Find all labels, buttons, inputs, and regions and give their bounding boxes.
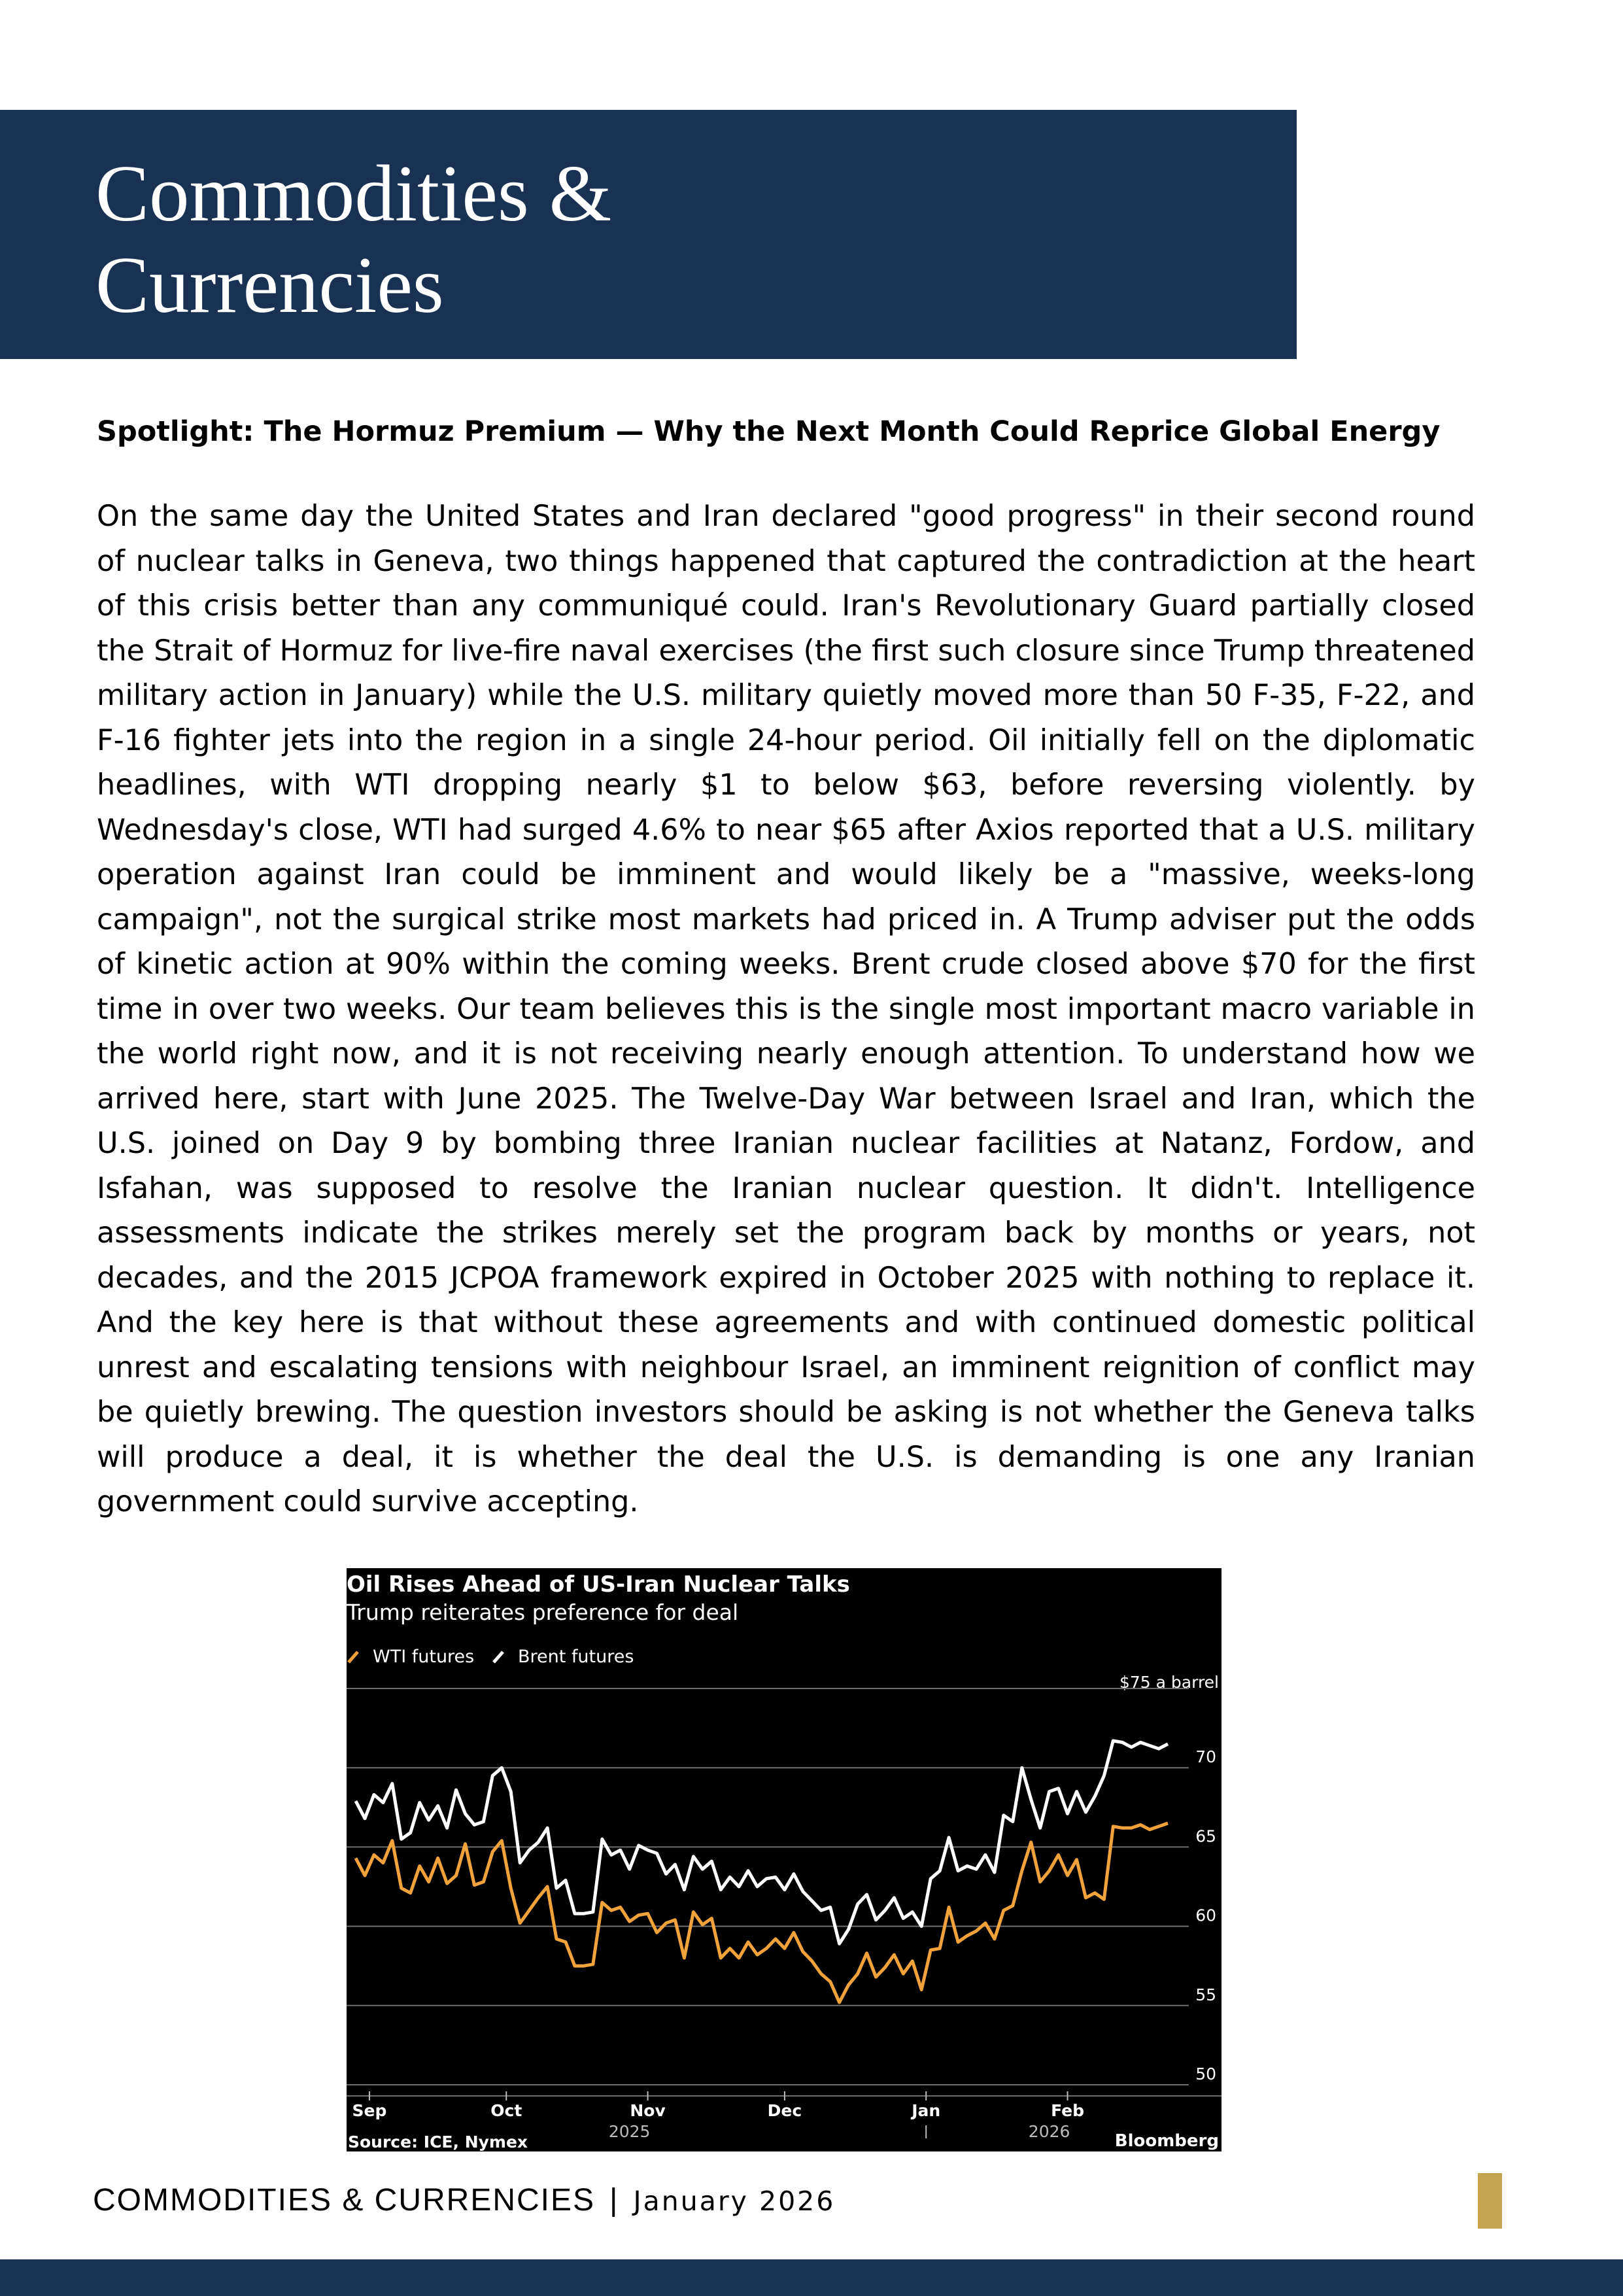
- section-title-line1: Commodities &: [95, 148, 612, 238]
- chart-subtitle: Trump reiterates preference for deal: [347, 1600, 739, 1625]
- y-tick-label: 70: [1195, 1747, 1216, 1767]
- x-tick-label: Oct: [490, 2101, 522, 2120]
- x-year-label: 2026: [1028, 2122, 1070, 2141]
- y-tick-label: 55: [1195, 1985, 1216, 2004]
- chart-legend: [349, 1647, 634, 1667]
- article-body: On the same day the United States and Iran declared "good progress" in their second round of nuclear talks in Geneva, two things happened that captured the contradiction at the heart of this crisis better than any communiqué could. Iran's Revolutionary Guard partially closed the Strait of Hormuz for live-fire naval exercises (the first such closure since Trump threatened military action in January) while the U.S. military quietly moved more than 50 F-35, F-22, and F-16 fighter jets into the region in a single 24-hour period. Oil initially fell on the diplomatic headlines, with WTI dropping nearly $1 to below $63, before reversing violently. by Wednesday's close, WTI had surged 4.6% to near $65 after Axios reported that a U.S. military operation against Iran could be imminent and would likely be a "massive, weeks-long campaign", not the surgical strike most markets had priced in. A Trump adviser put the odds of kinetic action at 90% within the coming weeks. Brent crude closed above $70 for the first time in over two weeks. Our team believes this is the single most important macro variable in the world right now, and it is not receiving nearly enough attention. To understand how we arrived here, start with June 2025. The Twelve-Day War between Israel and Iran, which the U.S. joined on Day 9 by bombing three Iranian nuclear facilities at Natanz, Fordow, and Isfahan, was supposed to resolve the Iranian nuclear question. It didn't. Intelligence assessments indicate the strikes merely set the program back by months or years, not decades, and the 2015 JCPOA framework expired in October 2025 with nothing to replace it. And the key here is that without these agreements and with continued domestic political unrest and escalating tensions with neighbour Israel, an imminent reignition of conflict may be quietly brewing. The question investors should be asking is not whether the Geneva talks will produce a deal, it is whether the deal the U.S. is demanding is one any Iranian government could survive accepting.: [97, 500, 1475, 1518]
- legend-label-wti: WTI futures: [373, 1647, 475, 1667]
- footer-label: [93, 2181, 835, 2221]
- y-tick-label: 65: [1195, 1826, 1216, 1846]
- chart-unit-label: $75 a barrel: [1119, 1673, 1219, 1692]
- wti-series-line: [356, 1823, 1168, 2002]
- header-banner: [0, 110, 1297, 359]
- x-tick-label: Dec: [767, 2101, 802, 2120]
- footer-accent-tab: [1478, 2173, 1502, 2229]
- x-tick-label: Feb: [1051, 2101, 1084, 2120]
- chart-series: [356, 1741, 1168, 2002]
- x-tick-label: Sep: [352, 2101, 387, 2120]
- chart-gridlines: [347, 1688, 1222, 2096]
- y-tick-label: 60: [1195, 1906, 1216, 1925]
- footer-separator: |: [609, 2183, 619, 2218]
- chart-y-ticks: [1195, 1747, 1216, 2083]
- x-year-label: 2025: [608, 2122, 651, 2141]
- footer-date: January 2026: [633, 2185, 836, 2217]
- legend-swatch-wti: [349, 1652, 358, 1662]
- legend-label-brent: Brent futures: [518, 1647, 634, 1667]
- chart-title: Oil Rises Ahead of US-Iran Nuclear Talks: [347, 1571, 850, 1598]
- section-title: [95, 148, 611, 331]
- chart-brand: Bloomberg: [1114, 2131, 1219, 2151]
- x-tick-label: Jan: [912, 2101, 941, 2120]
- x-tick-label: Nov: [630, 2101, 666, 2120]
- chart-svg: [347, 1568, 1222, 2151]
- y-tick-label: 50: [1195, 2065, 1216, 2083]
- brent-series-line: [356, 1741, 1168, 1944]
- oil-price-chart: [347, 1568, 1222, 2151]
- footer-bar: [0, 2259, 1623, 2296]
- chart-source: Source: ICE, Nymex: [348, 2133, 528, 2151]
- section-title-line2: Currencies: [95, 240, 444, 330]
- legend-swatch-brent: [494, 1652, 503, 1662]
- article-headline: Spotlight: The Hormuz Premium — Why the Next Month Could Reprice Global Energy: [97, 415, 1441, 448]
- footer-section-text: COMMODITIES & CURRENCIES: [93, 2183, 596, 2218]
